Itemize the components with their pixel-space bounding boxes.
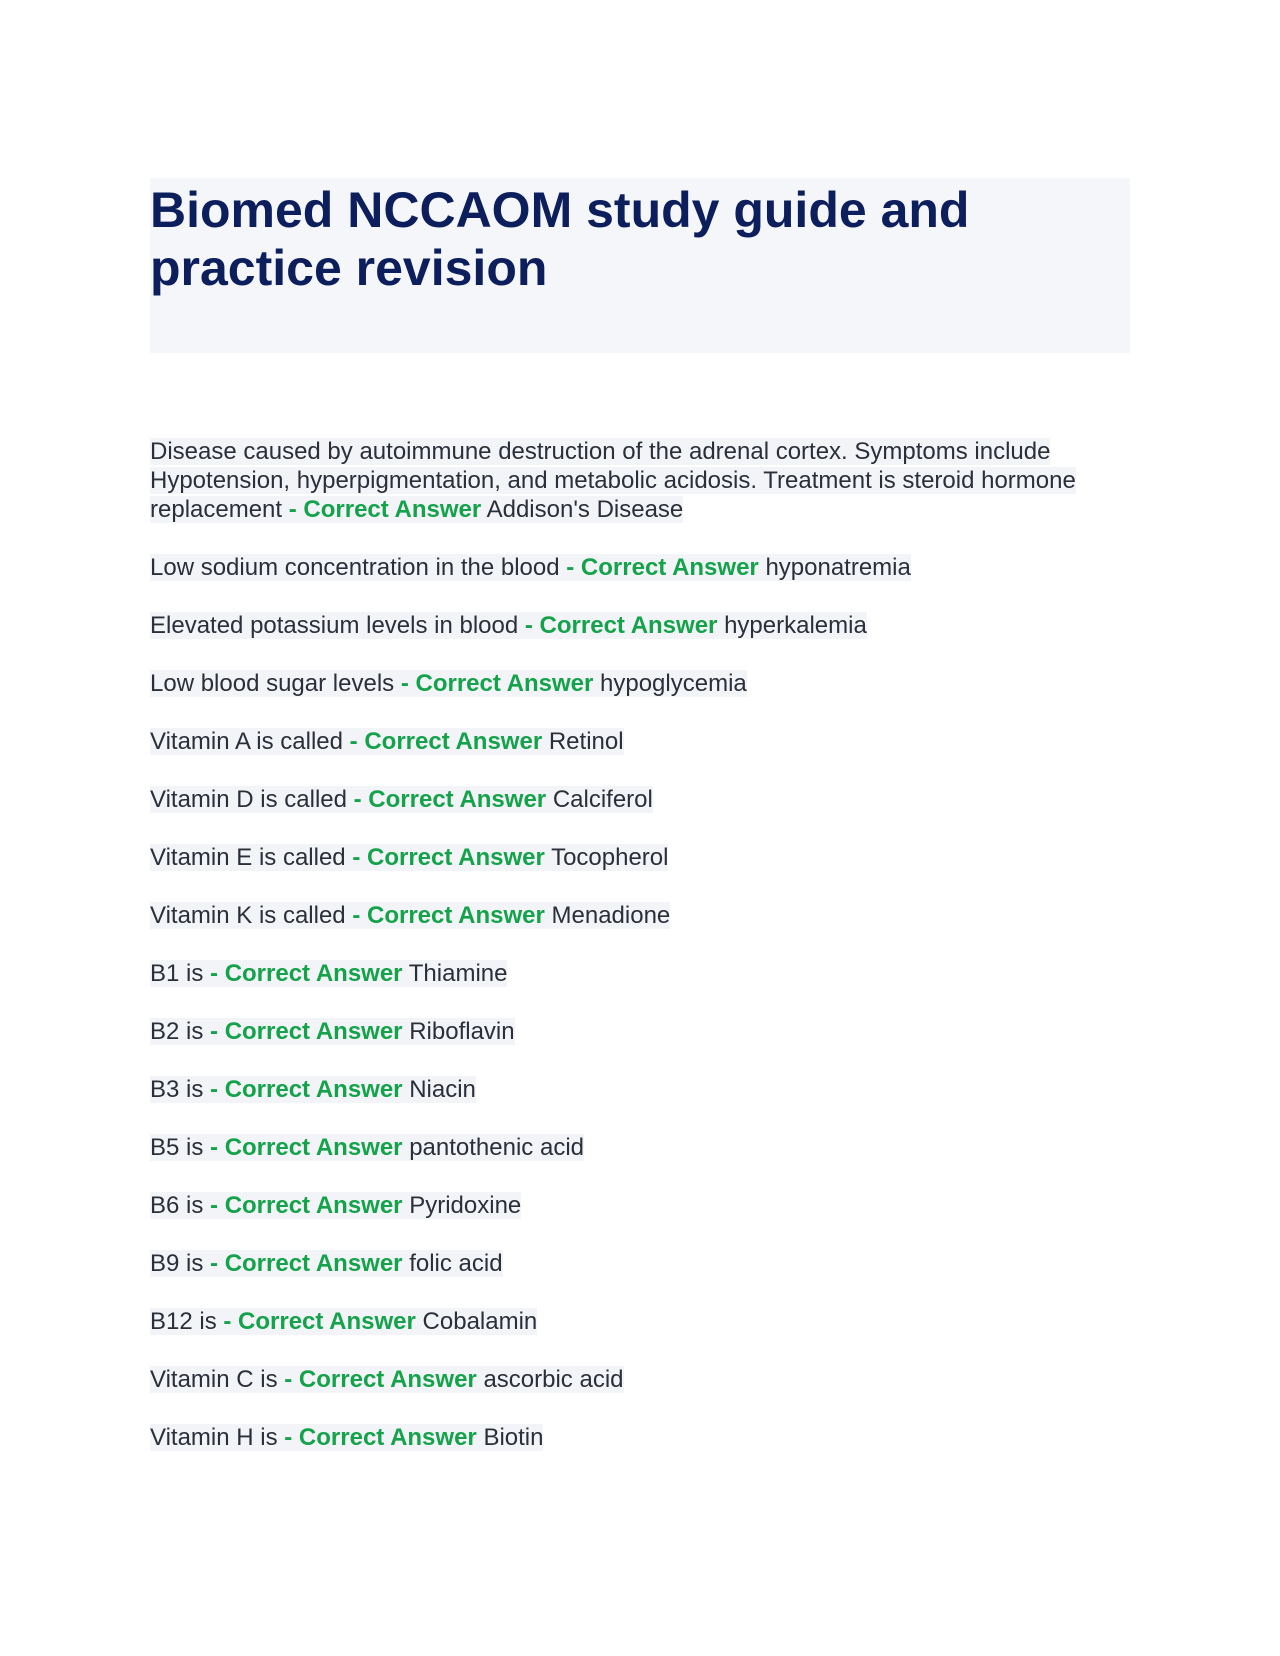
correct-answer-label: - Correct Answer: [349, 728, 543, 755]
question-text: Vitamin D is called: [150, 786, 347, 813]
correct-answer-label: - Correct Answer: [566, 554, 759, 581]
correct-answer-label: - Correct Answer: [353, 786, 547, 813]
correct-answer-label: - Correct Answer: [210, 1250, 403, 1277]
answer-text: Calciferol: [552, 786, 653, 813]
correct-answer-label: - Correct Answer: [400, 670, 594, 697]
answer-text: Riboflavin: [409, 1018, 515, 1045]
qa-item: [150, 553, 1130, 582]
question-text: Vitamin A is called: [150, 728, 343, 755]
qa-item: [150, 901, 1130, 930]
answer-text: Addison's Disease: [486, 496, 684, 523]
title-block: [150, 178, 1130, 353]
question-text: B3 is: [150, 1076, 204, 1103]
answer-text: hyperkalemia: [724, 612, 867, 639]
qa-item: [150, 669, 1130, 698]
question-text: Disease caused by autoimmune destruction of the adrenal cortex. Symptoms include Hypotension, hyperpigmentation, and metabolic acidosis. Treatment is steroid hormone replacement: [150, 438, 1076, 523]
answer-text: Pyridoxine: [409, 1192, 522, 1219]
question-text: B1 is: [150, 960, 204, 987]
correct-answer-label: - Correct Answer: [284, 1424, 477, 1451]
correct-answer-label: - Correct Answer: [210, 960, 403, 987]
correct-answer-label: - Correct Answer: [223, 1308, 416, 1335]
correct-answer-label: - Correct Answer: [210, 1076, 403, 1103]
question-text: Low sodium concentration in the blood: [150, 554, 560, 581]
qa-item: [150, 1133, 1130, 1162]
question-text: Elevated potassium levels in blood: [150, 612, 519, 639]
qa-item: [150, 785, 1130, 814]
correct-answer-label: - Correct Answer: [352, 902, 545, 929]
answer-text: Tocopherol: [551, 844, 669, 871]
answer-text: Thiamine: [408, 960, 508, 987]
qa-list: [150, 437, 1130, 1481]
question-text: B9 is: [150, 1250, 204, 1277]
answer-text: ascorbic acid: [483, 1366, 624, 1393]
correct-answer-label: - Correct Answer: [524, 612, 718, 639]
correct-answer-label: - Correct Answer: [210, 1018, 403, 1045]
answer-text: Menadione: [551, 902, 671, 929]
question-text: B12 is: [150, 1308, 217, 1335]
question-text: Low blood sugar levels: [150, 670, 395, 697]
qa-item: [150, 1249, 1130, 1278]
question-text: Vitamin H is: [150, 1424, 278, 1451]
answer-text: hyponatremia: [765, 554, 911, 581]
correct-answer-label: - Correct Answer: [352, 844, 545, 871]
correct-answer-label: - Correct Answer: [210, 1134, 403, 1161]
question-text: B5 is: [150, 1134, 204, 1161]
page-title: Biomed NCCAOM study guide and practice revision: [150, 182, 970, 296]
answer-text: Niacin: [409, 1076, 476, 1103]
answer-text: folic acid: [409, 1250, 503, 1277]
question-text: B6 is: [150, 1192, 204, 1219]
question-text: Vitamin C is: [150, 1366, 278, 1393]
answer-text: Retinol: [548, 728, 624, 755]
answer-text: Biotin: [483, 1424, 544, 1451]
question-text: Vitamin K is called: [150, 902, 346, 929]
correct-answer-label: - Correct Answer: [210, 1192, 403, 1219]
qa-item: [150, 727, 1130, 756]
qa-item: [150, 611, 1130, 640]
qa-item: [150, 1017, 1130, 1046]
answer-text: Cobalamin: [422, 1308, 538, 1335]
qa-item: [150, 1307, 1130, 1336]
qa-item: [150, 1075, 1130, 1104]
qa-item: [150, 437, 1130, 524]
correct-answer-label: - Correct Answer: [288, 496, 482, 523]
correct-answer-label: - Correct Answer: [284, 1366, 477, 1393]
answer-text: pantothenic acid: [409, 1134, 584, 1161]
question-text: B2 is: [150, 1018, 204, 1045]
qa-item: [150, 1191, 1130, 1220]
answer-text: hypoglycemia: [600, 670, 747, 697]
qa-item: [150, 959, 1130, 988]
question-text: Vitamin E is called: [150, 844, 346, 871]
qa-item: [150, 1423, 1130, 1452]
qa-item: [150, 1365, 1130, 1394]
qa-item: [150, 843, 1130, 872]
